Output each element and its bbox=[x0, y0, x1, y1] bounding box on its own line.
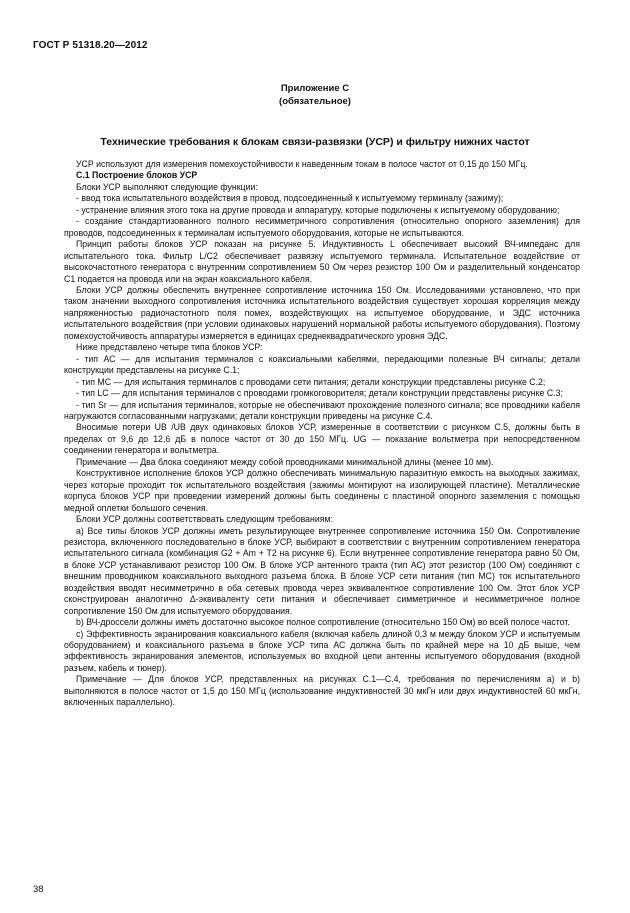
paragraph: Ниже представлено четыре типа блоков УСР: bbox=[76, 342, 263, 353]
list-item: - тип МС — для испытания терминалов с проводами сети питания; детали конструкции представлены рисунке С.2; bbox=[76, 376, 546, 387]
body-text bbox=[64, 159, 580, 709]
requirement-item: а) Все типы блоков УСР должны иметь результирующее внутреннее сопротивление источника 150 Ом. Сопротивление резистора, включенного последовательно в блоке УСР, выбирают в соответствии с внутренним сопротивлением генератора испытательного сигнала (комбинация G2 + Am + T2 на рисунке 6). Если внутреннее сопротивление генератора равно 50 Ом, в блоке УСР устанавливают резистор 100 Ом. В блоке УСР антенного тракта (тип АС) этот резистор (100 Ом) соединяют с внешним проводником коаксиального выходного разъема блока. В блоке УСР сети питания (тип МС) ток испытательного воздействия вводят несимметрично в оба сетевых провода через эквивалентное сопротивление 100 Ом. Этот блок УСР сконструирован аналогично Δ-эквиваленту сети питания и обеспечивает симметричное и несимметричное полное сопротивление 150 Ом для испытуемого оборудования. bbox=[64, 525, 580, 616]
list-item: - тип Sr — для испытания терминалов, которые не обеспечивают прохождение полезного сигнала; все проводники кабеля нагружаются согласованными нагрузками; детали конструкции приведены на рисунке С.4. bbox=[64, 399, 580, 421]
requirement-item: b) ВЧ-дроссели должны иметь достаточно высокое полное сопротивление (относительно 150 Ом) во всей полосе частот. bbox=[76, 617, 570, 628]
annex-status: (обязательное) bbox=[279, 96, 351, 107]
list-item: - ввод тока испытательного воздействия в провод, подсоединенный к испытуемому терминалу (зажиму); bbox=[76, 193, 504, 204]
requirement-item: с) Эффективность экранирования коаксиального кабеля (включая кабель длиной 0,3 м между блоком УСР и испытуемым оборудованием) и коаксиального разъема в блоке УСР типа АС должна быть по крайней мере на 10 дБ выше, чем эффективность экранирования элементов, используемых во входной цепи антенны испытуемого оборудования (входной разъем, кабель и тюнер). bbox=[64, 628, 580, 673]
paragraph: Блоки УСР должны обеспечить внутреннее сопротивление источника 150 Ом. Исследованиями установлено, что при таком значении выходного сопротивления источника испытательного воздействия существует хорошая корреляция между напряженностью радиочастотного поля помех, воздействующих на испытуемое оборудование, и ЭДС источника испытательного воздействия (при условии одинаковых нарушений нормальной работы испытуемого оборудования). Поэтому помехоустойчивость аппаратуры измеряется в единицах среднеквадратического уровня ЭДС. bbox=[64, 284, 580, 341]
subsection-heading: С.1 Построение блоков УСР bbox=[76, 170, 198, 181]
list-item: - создание стандартизованного полного несимметричного сопротивления (относительно опорного заземления) для проводов, подсоединенных к терминалам испытуемого оборудования, которые не испытываются. bbox=[64, 216, 580, 238]
note: Примечание — Для блоков УСР, представленных на рисунках С.1—С.4, требования по перечислениям а) и b) выполняются в полосе частот от 1,5 до 150 МГц (использование индуктивностей 30 мкГн или двух индуктивностей 60 мкГн, включенных параллельно). bbox=[64, 674, 580, 708]
paragraph: Блоки УСР выполняют следующие функции: bbox=[76, 181, 258, 192]
annex-title: Приложение С bbox=[280, 83, 350, 94]
list-item: - устранение влияния этого тока на другие провода и аппаратуру, которые подключены к испытуемому оборудованию; bbox=[76, 204, 560, 215]
paragraph: Принцип работы блоков УСР показан на рисунке 5. Индуктивность L обеспечивает высокий ВЧ-импеданс для испытательного тока. Фильтр L/C2 обеспечивает развязку испытуемого терминала. Испытательное воздействие от высокочастотного генератора с внутренним сопротивлением 50 Ом через резистор 100 Ом и разделительный конденсатор C1 подается на провода или на экран коаксиального кабеля. bbox=[64, 239, 580, 284]
page-number: 38 bbox=[33, 884, 44, 895]
section-title: Технические требования к блокам связи-развязки (УСР) и фильтру нижних частот bbox=[100, 136, 530, 148]
list-item: - тип АС — для испытания терминалов с коаксиальными кабелями, передающими полезные ВЧ сигналы; детали конструкции представлены на рисунке С.1; bbox=[64, 353, 580, 376]
paragraph: Вносимые потери UB /UB двух одинаковых блоков УСР, измеренные в соответствии с рисунком С.5, должны быть в пределах от 9,6 до 12,6 дБ в полосе частот от 30 до 150 МГц. UG — показание вольтметра при непосредственном соединении генератора и вольтметра. bbox=[64, 422, 580, 456]
paragraph: Конструктивное исполнение блоков УСР должно обеспечивать минимальную паразитную емкость на выходных зажимах, через которые проходит ток испытательного воздействия (зажимы монтируют на изолирующей пластине). Металлические корпуса блоков УСР при проведении измерений должны быть соединены с пластиной опорного заземления с помощью медной оплетки большого сечения. bbox=[64, 468, 580, 513]
paragraph: УСР используют для измерения помехоустойчивости к наведенным токам в полосе частот от 0,15 до 150 МГц. bbox=[76, 159, 528, 169]
paragraph: Блоки УСР должны соответствовать следующим требованиям: bbox=[76, 514, 333, 525]
document-header: ГОСТ Р 51318.20—2012 bbox=[33, 40, 148, 51]
note: Примечание — Два блока соединяют между собой проводниками минимальной длины (менее 10 мм). bbox=[76, 456, 494, 467]
list-item: - тип LC — для испытания терминалов с проводами громкоговорителя; детали конструкции представлены рисунке С.3; bbox=[76, 388, 563, 399]
